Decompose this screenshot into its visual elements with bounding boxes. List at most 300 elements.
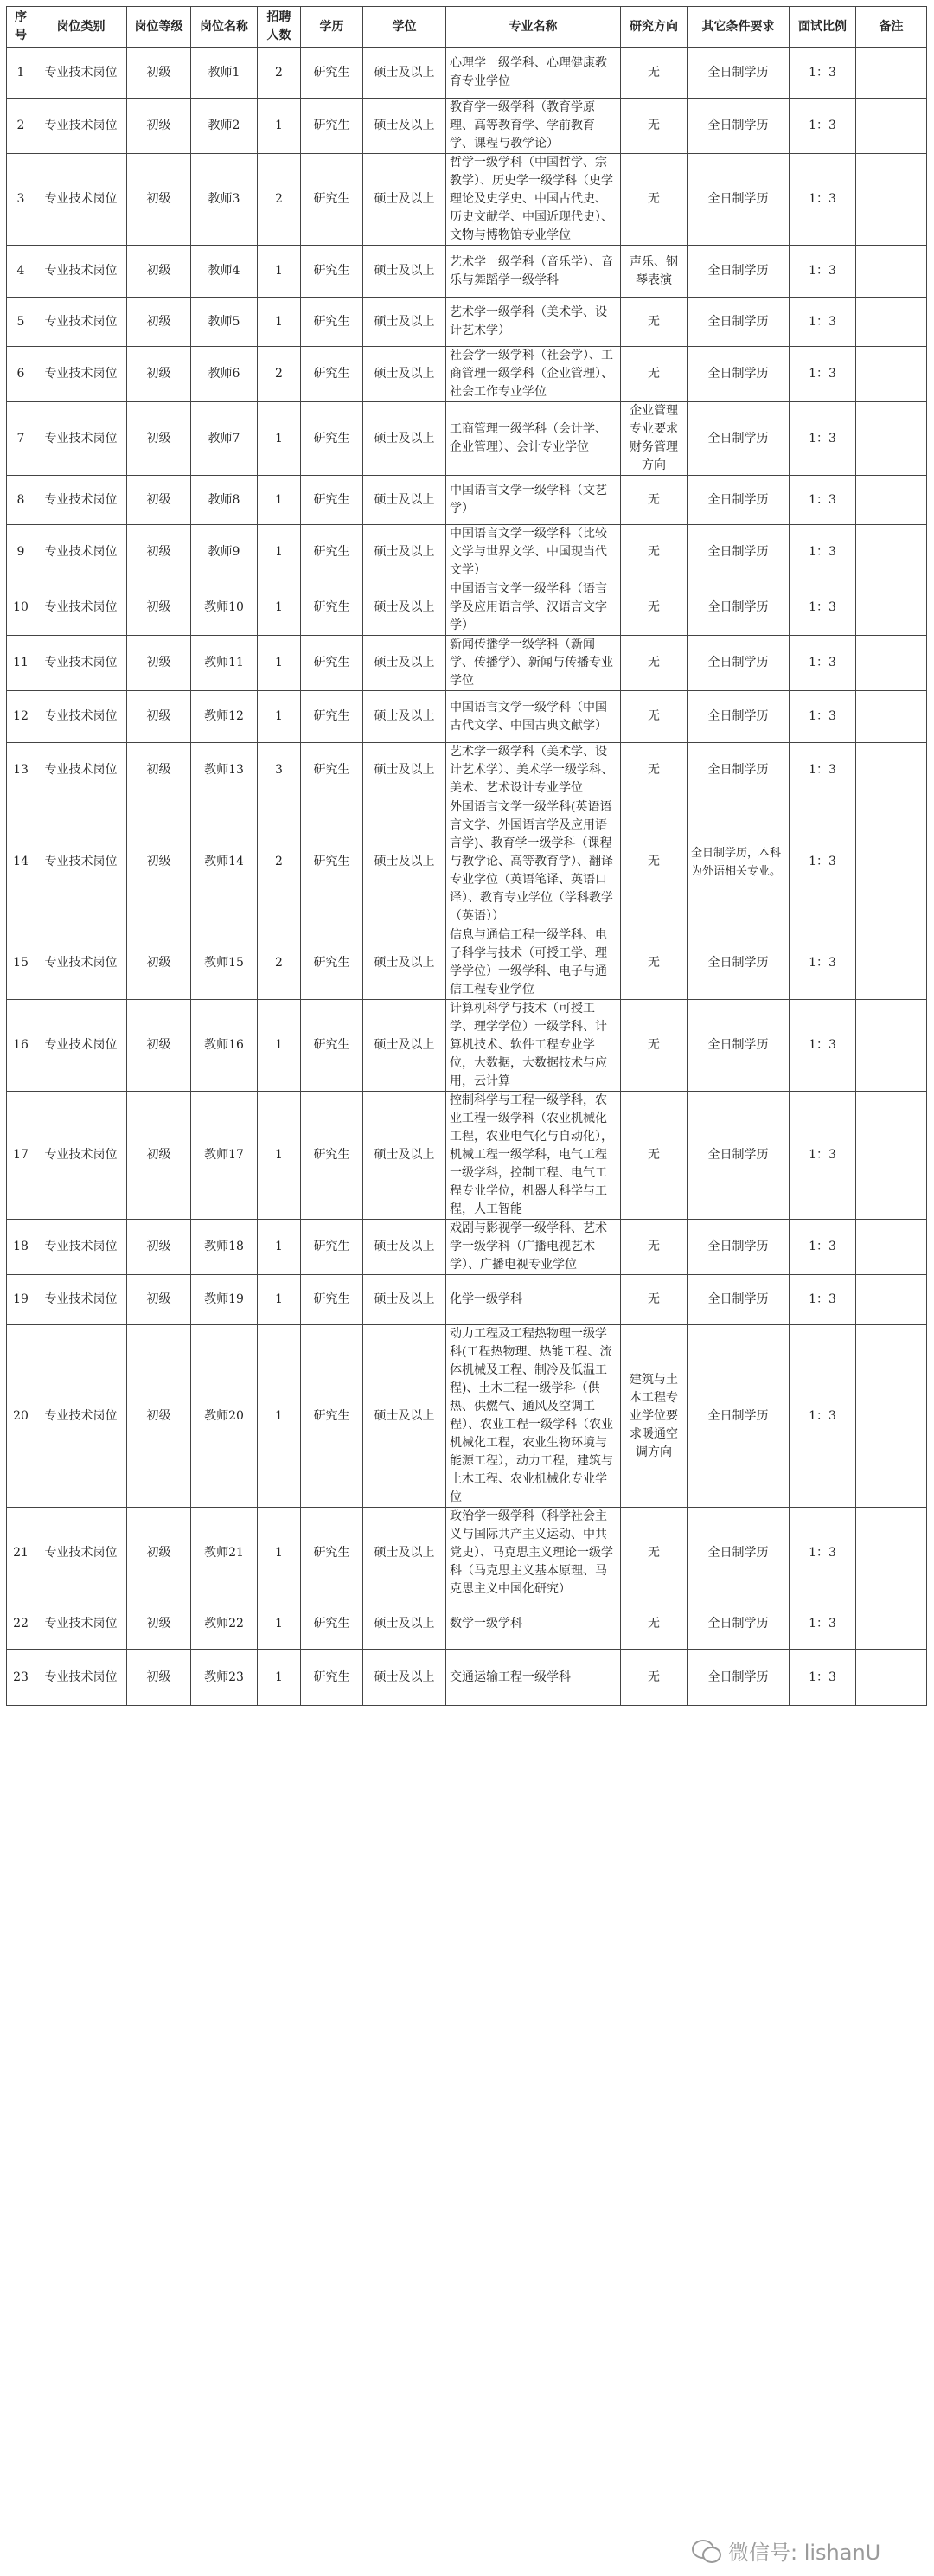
cell-direction: 无 (621, 1508, 688, 1599)
cell-other: 全日制学历 (688, 476, 790, 525)
cell-note (856, 99, 927, 154)
cell-category: 专业技术岗位 (35, 347, 127, 402)
cell-name: 教师13 (191, 743, 258, 798)
cell-education: 研究生 (301, 298, 363, 347)
cell-education: 研究生 (301, 743, 363, 798)
cell-degree: 硕士及以上 (363, 1092, 446, 1220)
cell-level: 初级 (127, 1220, 191, 1275)
cell-direction: 无 (621, 636, 688, 691)
cell-education: 研究生 (301, 476, 363, 525)
cell-direction: 无 (621, 48, 688, 99)
cell-level: 初级 (127, 1000, 191, 1092)
cell-level: 初级 (127, 691, 191, 743)
cell-ratio: 1：3 (790, 402, 856, 476)
cell-category: 专业技术岗位 (35, 1275, 127, 1325)
cell-name: 教师22 (191, 1599, 258, 1650)
cell-ratio: 1：3 (790, 246, 856, 298)
cell-note (856, 636, 927, 691)
table-row (7, 1092, 927, 1220)
cell-direction: 无 (621, 525, 688, 580)
cell-name: 教师17 (191, 1092, 258, 1220)
cell-count: 2 (258, 926, 301, 1000)
table-row (7, 525, 927, 580)
cell-note (856, 347, 927, 402)
header-level: 岗位等级 (127, 7, 191, 48)
cell-note (856, 580, 927, 636)
cell-category: 专业技术岗位 (35, 691, 127, 743)
cell-no: 12 (7, 691, 35, 743)
cell-name: 教师2 (191, 99, 258, 154)
cell-level: 初级 (127, 580, 191, 636)
cell-degree: 硕士及以上 (363, 743, 446, 798)
cell-level: 初级 (127, 1275, 191, 1325)
cell-major: 政治学一级学科（科学社会主义与国际共产主义运动、中共党史）、马克思主义理论一级学科（马克思主义基本原理、马克思主义中国化研究） (446, 1508, 621, 1599)
table-header-row (7, 7, 927, 48)
cell-name: 教师6 (191, 347, 258, 402)
cell-major: 化学一级学科 (446, 1275, 621, 1325)
cell-count: 1 (258, 246, 301, 298)
cell-ratio: 1：3 (790, 1650, 856, 1706)
cell-ratio: 1：3 (790, 48, 856, 99)
cell-other: 全日制学历 (688, 298, 790, 347)
cell-other: 全日制学历 (688, 743, 790, 798)
cell-degree: 硕士及以上 (363, 99, 446, 154)
cell-major: 艺术学一级学科（美术学、设计艺术学）、美术学一级学科、美术、艺术设计专业学位 (446, 743, 621, 798)
cell-education: 研究生 (301, 636, 363, 691)
cell-note (856, 926, 927, 1000)
cell-direction: 无 (621, 1220, 688, 1275)
cell-no: 21 (7, 1508, 35, 1599)
cell-note (856, 1092, 927, 1220)
cell-no: 22 (7, 1599, 35, 1650)
cell-other: 全日制学历 (688, 1000, 790, 1092)
cell-other: 全日制学历 (688, 48, 790, 99)
cell-direction: 无 (621, 1275, 688, 1325)
cell-other: 全日制学历 (688, 1508, 790, 1599)
cell-ratio: 1：3 (790, 525, 856, 580)
cell-note (856, 525, 927, 580)
cell-education: 研究生 (301, 347, 363, 402)
table-row (7, 1599, 927, 1650)
cell-ratio: 1：3 (790, 1275, 856, 1325)
table-row (7, 99, 927, 154)
cell-count: 1 (258, 1325, 301, 1508)
cell-name: 教师19 (191, 1275, 258, 1325)
cell-ratio: 1：3 (790, 926, 856, 1000)
cell-no: 13 (7, 743, 35, 798)
cell-major: 数学一级学科 (446, 1599, 621, 1650)
cell-category: 专业技术岗位 (35, 525, 127, 580)
table-row (7, 580, 927, 636)
cell-ratio: 1：3 (790, 1599, 856, 1650)
cell-note (856, 476, 927, 525)
cell-direction: 无 (621, 476, 688, 525)
cell-no: 14 (7, 798, 35, 926)
cell-category: 专业技术岗位 (35, 246, 127, 298)
cell-level: 初级 (127, 1650, 191, 1706)
cell-category: 专业技术岗位 (35, 154, 127, 246)
cell-count: 1 (258, 1000, 301, 1092)
cell-note (856, 1599, 927, 1650)
cell-no: 5 (7, 298, 35, 347)
cell-count: 1 (258, 1508, 301, 1599)
watermark (692, 2534, 880, 2566)
cell-other: 全日制学历 (688, 246, 790, 298)
cell-major: 工商管理一级学科（会计学、企业管理）、会计专业学位 (446, 402, 621, 476)
cell-name: 教师18 (191, 1220, 258, 1275)
header-education: 学历 (301, 7, 363, 48)
cell-count: 2 (258, 154, 301, 246)
cell-count: 1 (258, 1092, 301, 1220)
cell-major: 控制科学与工程一级学科，农业工程一级学科（农业机械化工程，农业电气化与自动化），机械工程一级学科，电气工程一级学科，控制工程、电气工程专业学位，机器人科学与工程，人工智能 (446, 1092, 621, 1220)
cell-major: 中国语言文学一级学科（语言学及应用语言学、汉语言文字学） (446, 580, 621, 636)
cell-name: 教师12 (191, 691, 258, 743)
cell-no: 6 (7, 347, 35, 402)
cell-major: 中国语言文学一级学科（文艺学） (446, 476, 621, 525)
cell-degree: 硕士及以上 (363, 1650, 446, 1706)
cell-degree: 硕士及以上 (363, 48, 446, 99)
cell-degree: 硕士及以上 (363, 298, 446, 347)
cell-direction: 无 (621, 691, 688, 743)
cell-no: 20 (7, 1325, 35, 1508)
cell-other: 全日制学历 (688, 347, 790, 402)
cell-other: 全日制学历 (688, 525, 790, 580)
cell-ratio: 1：3 (790, 347, 856, 402)
cell-major: 新闻传播学一级学科（新闻学、传播学）、新闻与传播专业学位 (446, 636, 621, 691)
table-row (7, 1325, 927, 1508)
cell-count: 1 (258, 691, 301, 743)
cell-level: 初级 (127, 636, 191, 691)
cell-degree: 硕士及以上 (363, 1275, 446, 1325)
cell-level: 初级 (127, 743, 191, 798)
cell-level: 初级 (127, 798, 191, 926)
cell-note (856, 743, 927, 798)
cell-major: 外国语言文学一级学科(英语语言文学、外国语言学及应用语言学)、教育学一级学科（课程与教学论、高等教育学）、翻译专业学位（英语笔译、英语口译）、教育专业学位（学科教学（英语）） (446, 798, 621, 926)
cell-ratio: 1：3 (790, 1220, 856, 1275)
cell-name: 教师3 (191, 154, 258, 246)
cell-education: 研究生 (301, 1275, 363, 1325)
cell-ratio: 1：3 (790, 691, 856, 743)
cell-no: 1 (7, 48, 35, 99)
cell-no: 4 (7, 246, 35, 298)
table-row (7, 743, 927, 798)
header-name: 岗位名称 (191, 7, 258, 48)
cell-degree: 硕士及以上 (363, 246, 446, 298)
cell-count: 1 (258, 402, 301, 476)
cell-no: 15 (7, 926, 35, 1000)
table-row (7, 347, 927, 402)
cell-ratio: 1：3 (790, 798, 856, 926)
cell-direction: 无 (621, 798, 688, 926)
cell-level: 初级 (127, 347, 191, 402)
cell-level: 初级 (127, 48, 191, 99)
cell-count: 2 (258, 48, 301, 99)
cell-category: 专业技术岗位 (35, 99, 127, 154)
table-row (7, 154, 927, 246)
cell-other: 全日制学历 (688, 1220, 790, 1275)
cell-count: 2 (258, 798, 301, 926)
cell-education: 研究生 (301, 154, 363, 246)
cell-name: 教师9 (191, 525, 258, 580)
cell-direction: 无 (621, 1599, 688, 1650)
cell-note (856, 246, 927, 298)
table-row (7, 1650, 927, 1706)
cell-other: 全日制学历 (688, 926, 790, 1000)
cell-degree: 硕士及以上 (363, 347, 446, 402)
cell-degree: 硕士及以上 (363, 154, 446, 246)
cell-direction: 无 (621, 347, 688, 402)
cell-ratio: 1：3 (790, 743, 856, 798)
cell-level: 初级 (127, 154, 191, 246)
cell-direction: 无 (621, 926, 688, 1000)
cell-major: 社会学一级学科（社会学）、工商管理一级学科（企业管理）、社会工作专业学位 (446, 347, 621, 402)
header-major: 专业名称 (446, 7, 621, 48)
cell-category: 专业技术岗位 (35, 580, 127, 636)
cell-education: 研究生 (301, 926, 363, 1000)
cell-level: 初级 (127, 476, 191, 525)
cell-education: 研究生 (301, 1220, 363, 1275)
cell-degree: 硕士及以上 (363, 1220, 446, 1275)
cell-count: 1 (258, 476, 301, 525)
cell-count: 1 (258, 1220, 301, 1275)
table-row (7, 1508, 927, 1599)
cell-count: 1 (258, 298, 301, 347)
cell-category: 专业技术岗位 (35, 798, 127, 926)
cell-other: 全日制学历 (688, 1599, 790, 1650)
cell-note (856, 1000, 927, 1092)
cell-note (856, 691, 927, 743)
cell-education: 研究生 (301, 525, 363, 580)
cell-direction: 无 (621, 99, 688, 154)
cell-category: 专业技术岗位 (35, 402, 127, 476)
cell-name: 教师10 (191, 580, 258, 636)
wechat-icon (692, 2538, 721, 2562)
cell-ratio: 1：3 (790, 476, 856, 525)
cell-name: 教师11 (191, 636, 258, 691)
cell-major: 中国语言文学一级学科（中国古代文学、中国古典文献学） (446, 691, 621, 743)
cell-name: 教师20 (191, 1325, 258, 1508)
cell-category: 专业技术岗位 (35, 743, 127, 798)
cell-direction: 无 (621, 1000, 688, 1092)
cell-education: 研究生 (301, 99, 363, 154)
cell-category: 专业技术岗位 (35, 1092, 127, 1220)
header-count: 招聘人数 (258, 7, 301, 48)
cell-other: 全日制学历 (688, 636, 790, 691)
cell-education: 研究生 (301, 798, 363, 926)
cell-other: 全日制学历 (688, 691, 790, 743)
cell-level: 初级 (127, 525, 191, 580)
cell-major: 艺术学一级学科（音乐学）、音乐与舞蹈学一级学科 (446, 246, 621, 298)
cell-level: 初级 (127, 298, 191, 347)
cell-level: 初级 (127, 1325, 191, 1508)
watermark-text: 微信号: lishanU (728, 2540, 881, 2565)
cell-note (856, 154, 927, 246)
cell-ratio: 1：3 (790, 580, 856, 636)
cell-name: 教师1 (191, 48, 258, 99)
cell-education: 研究生 (301, 1508, 363, 1599)
cell-category: 专业技术岗位 (35, 636, 127, 691)
cell-degree: 硕士及以上 (363, 1508, 446, 1599)
cell-ratio: 1：3 (790, 1092, 856, 1220)
header-note: 备注 (856, 7, 927, 48)
header-other: 其它条件要求 (688, 7, 790, 48)
cell-no: 18 (7, 1220, 35, 1275)
cell-count: 1 (258, 1650, 301, 1706)
cell-degree: 硕士及以上 (363, 691, 446, 743)
cell-category: 专业技术岗位 (35, 1650, 127, 1706)
cell-count: 1 (258, 580, 301, 636)
cell-education: 研究生 (301, 1599, 363, 1650)
cell-other: 全日制学历 (688, 1650, 790, 1706)
cell-name: 教师21 (191, 1508, 258, 1599)
cell-category: 专业技术岗位 (35, 1508, 127, 1599)
cell-name: 教师5 (191, 298, 258, 347)
cell-no: 17 (7, 1092, 35, 1220)
cell-education: 研究生 (301, 691, 363, 743)
cell-education: 研究生 (301, 1000, 363, 1092)
cell-no: 23 (7, 1650, 35, 1706)
cell-direction: 无 (621, 1650, 688, 1706)
cell-ratio: 1：3 (790, 1000, 856, 1092)
table-row (7, 476, 927, 525)
cell-name: 教师7 (191, 402, 258, 476)
table-row (7, 246, 927, 298)
cell-category: 专业技术岗位 (35, 1325, 127, 1508)
cell-education: 研究生 (301, 1325, 363, 1508)
cell-direction: 建筑与土木工程专业学位要求暖通空调方向 (621, 1325, 688, 1508)
cell-note (856, 48, 927, 99)
cell-degree: 硕士及以上 (363, 636, 446, 691)
cell-direction: 企业管理专业要求财务管理方向 (621, 402, 688, 476)
cell-name: 教师8 (191, 476, 258, 525)
cell-education: 研究生 (301, 48, 363, 99)
cell-name: 教师4 (191, 246, 258, 298)
cell-degree: 硕士及以上 (363, 1000, 446, 1092)
cell-note (856, 1508, 927, 1599)
cell-direction: 无 (621, 743, 688, 798)
cell-other: 全日制学历 (688, 154, 790, 246)
cell-level: 初级 (127, 1092, 191, 1220)
cell-direction: 无 (621, 154, 688, 246)
cell-ratio: 1：3 (790, 154, 856, 246)
table-row (7, 298, 927, 347)
cell-degree: 硕士及以上 (363, 926, 446, 1000)
cell-level: 初级 (127, 246, 191, 298)
cell-category: 专业技术岗位 (35, 1000, 127, 1092)
cell-ratio: 1：3 (790, 298, 856, 347)
header-category: 岗位类别 (35, 7, 127, 48)
cell-no: 3 (7, 154, 35, 246)
cell-no: 8 (7, 476, 35, 525)
cell-education: 研究生 (301, 402, 363, 476)
cell-count: 1 (258, 1275, 301, 1325)
cell-level: 初级 (127, 1599, 191, 1650)
cell-ratio: 1：3 (790, 1325, 856, 1508)
cell-ratio: 1：3 (790, 1508, 856, 1599)
cell-count: 3 (258, 743, 301, 798)
cell-category: 专业技术岗位 (35, 1220, 127, 1275)
cell-education: 研究生 (301, 1092, 363, 1220)
table-row (7, 1220, 927, 1275)
table-row (7, 798, 927, 926)
cell-direction: 无 (621, 298, 688, 347)
table-row (7, 48, 927, 99)
cell-level: 初级 (127, 402, 191, 476)
cell-major: 心理学一级学科、心理健康教育专业学位 (446, 48, 621, 99)
cell-no: 2 (7, 99, 35, 154)
table-row (7, 402, 927, 476)
cell-degree: 硕士及以上 (363, 525, 446, 580)
cell-count: 2 (258, 347, 301, 402)
cell-name: 教师23 (191, 1650, 258, 1706)
cell-major: 计算机科学与技术（可授工学、理学学位）一级学科、计算机技术、软件工程专业学位，大数据，大数据技术与应用，云计算 (446, 1000, 621, 1092)
header-degree: 学位 (363, 7, 446, 48)
header-ratio: 面试比例 (790, 7, 856, 48)
cell-other: 全日制学历 (688, 1325, 790, 1508)
cell-education: 研究生 (301, 246, 363, 298)
cell-no: 11 (7, 636, 35, 691)
cell-note (856, 402, 927, 476)
cell-degree: 硕士及以上 (363, 1325, 446, 1508)
cell-no: 19 (7, 1275, 35, 1325)
cell-other: 全日制学历 (688, 1275, 790, 1325)
cell-level: 初级 (127, 1508, 191, 1599)
cell-other: 全日制学历，本科为外语相关专业。 (688, 798, 790, 926)
cell-name: 教师16 (191, 1000, 258, 1092)
cell-ratio: 1：3 (790, 636, 856, 691)
cell-major: 教育学一级学科（教育学原理、高等教育学、学前教育学、课程与教学论） (446, 99, 621, 154)
cell-major: 交通运输工程一级学科 (446, 1650, 621, 1706)
cell-category: 专业技术岗位 (35, 1599, 127, 1650)
table-row (7, 1275, 927, 1325)
cell-degree: 硕士及以上 (363, 476, 446, 525)
cell-degree: 硕士及以上 (363, 798, 446, 926)
cell-level: 初级 (127, 99, 191, 154)
table-row (7, 636, 927, 691)
cell-education: 研究生 (301, 580, 363, 636)
cell-note (856, 298, 927, 347)
cell-category: 专业技术岗位 (35, 48, 127, 99)
cell-level: 初级 (127, 926, 191, 1000)
cell-category: 专业技术岗位 (35, 926, 127, 1000)
cell-count: 1 (258, 1599, 301, 1650)
header-no: 序号 (7, 7, 35, 48)
cell-education: 研究生 (301, 1650, 363, 1706)
cell-other: 全日制学历 (688, 1092, 790, 1220)
cell-no: 16 (7, 1000, 35, 1092)
cell-major: 中国语言文学一级学科（比较文学与世界文学、中国现当代文学） (446, 525, 621, 580)
cell-note (856, 1325, 927, 1508)
cell-degree: 硕士及以上 (363, 1599, 446, 1650)
cell-note (856, 798, 927, 926)
cell-count: 1 (258, 525, 301, 580)
cell-category: 专业技术岗位 (35, 476, 127, 525)
cell-direction: 声乐、钢琴表演 (621, 246, 688, 298)
cell-degree: 硕士及以上 (363, 402, 446, 476)
cell-name: 教师14 (191, 798, 258, 926)
cell-direction: 无 (621, 1092, 688, 1220)
cell-major: 艺术学一级学科（美术学、设计艺术学） (446, 298, 621, 347)
cell-name: 教师15 (191, 926, 258, 1000)
cell-note (856, 1650, 927, 1706)
cell-other: 全日制学历 (688, 99, 790, 154)
cell-no: 9 (7, 525, 35, 580)
table-row (7, 926, 927, 1000)
cell-category: 专业技术岗位 (35, 298, 127, 347)
cell-degree: 硕士及以上 (363, 580, 446, 636)
recruitment-table (6, 6, 927, 1706)
cell-note (856, 1275, 927, 1325)
